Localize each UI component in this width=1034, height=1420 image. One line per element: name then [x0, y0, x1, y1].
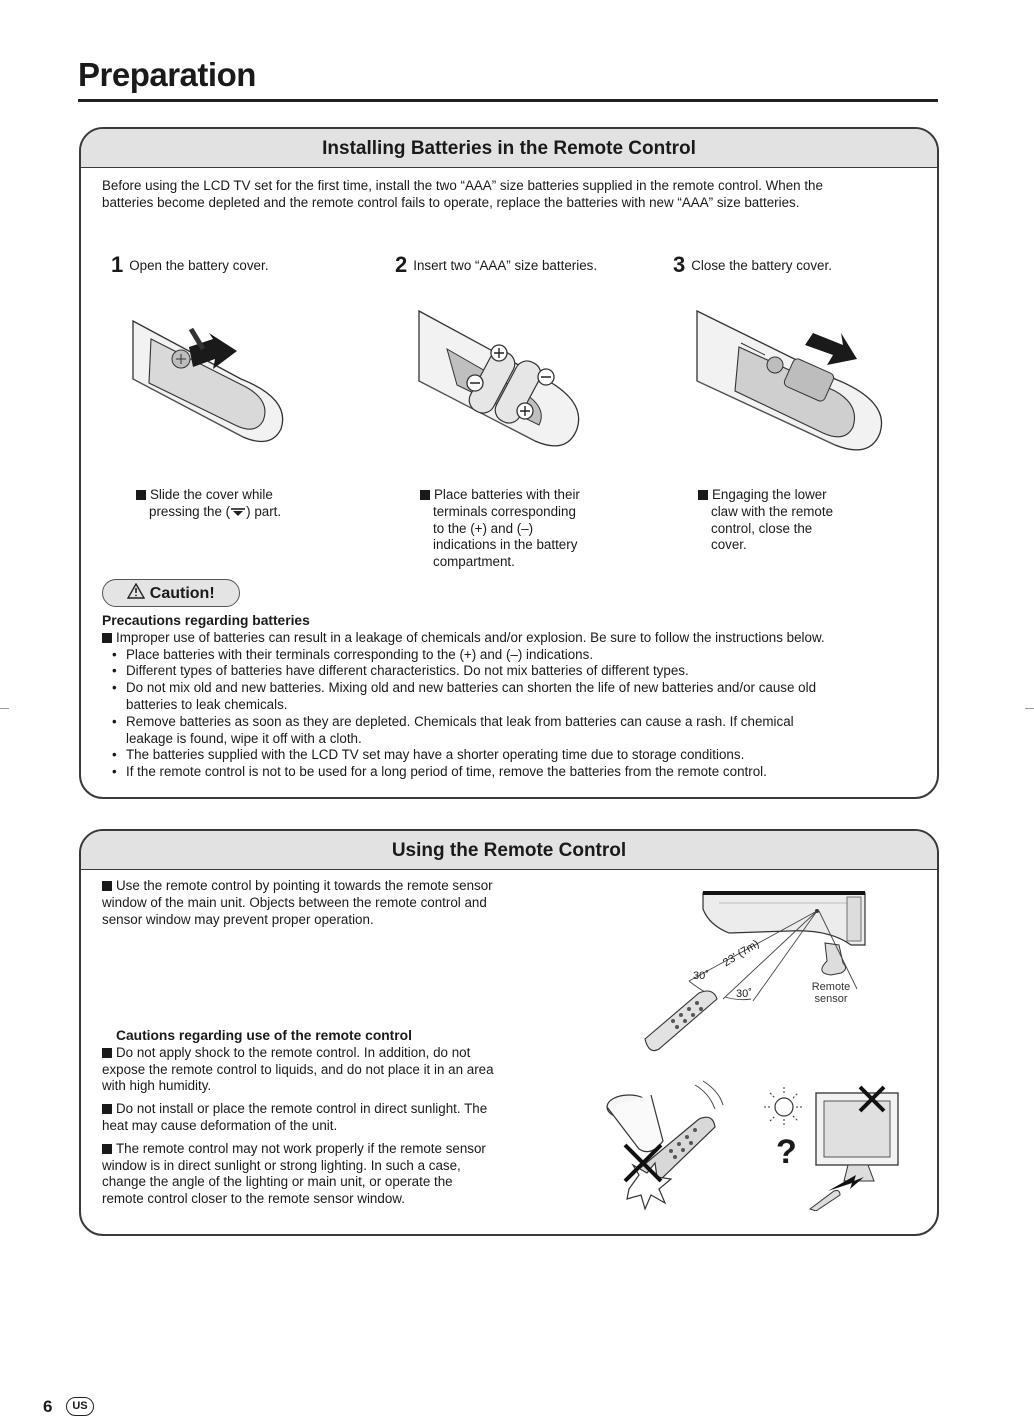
remote-cautions: [102, 1028, 586, 1208]
region-badge: US: [66, 1397, 94, 1416]
step-1-note: Slide the cover while pressing the ( ) part.: [136, 487, 336, 521]
square-bullet-icon: [102, 1048, 112, 1058]
precautions-title: Precautions regarding batteries: [102, 613, 310, 628]
step-label: Open the battery cover.: [129, 258, 269, 273]
cautions-title: Cautions regarding use of the remote control: [116, 1028, 412, 1043]
warning-triangle-icon: [127, 583, 145, 599]
crop-mark-left: [0, 708, 9, 709]
remote-section-heading: Using the Remote Control: [81, 831, 937, 870]
sensor-label: Remote sensor: [811, 981, 851, 1005]
page-number: 6: [43, 1397, 53, 1416]
cover-release-tab-icon: [230, 507, 246, 517]
square-bullet-icon: [102, 1144, 112, 1154]
square-bullet-icon: [698, 490, 708, 500]
caution-badge: Caution!: [102, 579, 240, 607]
close-cover-illustration: [695, 309, 895, 459]
crop-mark-right: [1025, 708, 1034, 709]
remote-usage: Use the remote control by pointing it towards the remote sensor window of the main unit. Objects between the remote control and sensor window may prevent proper operation.: [102, 878, 493, 927]
square-bullet-icon: [102, 881, 112, 891]
title-rule: [78, 99, 938, 102]
step-label: Close the battery cover.: [691, 258, 832, 273]
battery-section-heading: Installing Batteries in the Remote Control: [81, 129, 937, 168]
battery-section: [79, 127, 939, 799]
step-number: 3: [673, 252, 686, 277]
caution-item: Do not install or place the remote control in direct sunlight. The heat may cause deformation of the unit.: [102, 1101, 488, 1133]
step-number: 2: [395, 252, 408, 277]
step-3-note: Engaging the lower claw with the remote control, close the cover.: [698, 487, 898, 554]
angle-left-label: 30˚: [693, 970, 709, 982]
square-bullet-icon: [102, 633, 112, 643]
step-label: Insert two “AAA” size batteries.: [413, 258, 598, 273]
sun-icon: [762, 1085, 806, 1129]
remote-section: [79, 829, 939, 1236]
tv-sunlight-illustration: [808, 1081, 902, 1211]
precautions-list: [102, 647, 922, 781]
insert-batteries-illustration: [417, 309, 587, 459]
remote-sensor-diagram: [629, 889, 889, 1059]
shock-liquid-illustration: [599, 1079, 749, 1224]
step-2: [395, 252, 597, 278]
battery-intro: Before using the LCD TV set for the first time, install the two “AAA” size batteries supplied in the remote control. When the batteries become depleted and the remote control fails to operate, replace the batteries with new “AAA” size batteries.: [102, 178, 823, 210]
step-2-note: Place batteries with their terminals corresponding to the (+) and (–) indications in the battery compartment.: [420, 487, 620, 571]
square-bullet-icon: [102, 1104, 112, 1114]
list-item: • Different types of batteries have different characteristics. Do not mix batteries of different types.: [102, 663, 922, 680]
list-item: • Do not mix old and new batteries. Mixing old and new batteries can shorten the life of new batteries and/or cause old batteries to leak chemicals.: [102, 680, 922, 714]
list-item: • Remove batteries as soon as they are depleted. Chemicals that leak from batteries can cause a rash. If chemical leakage is found, wipe it off with a cloth.: [102, 714, 922, 748]
page-title: Preparation: [78, 56, 256, 93]
list-item: • The batteries supplied with the LCD TV set may have a shorter operating time due to storage conditions.: [102, 747, 922, 764]
distance-label: 23' (7m): [721, 937, 762, 970]
precautions-lead: Improper use of batteries can result in a leakage of chemicals and/or explosion. Be sure to follow the instructions below.: [102, 630, 922, 647]
caution-item: The remote control may not work properly if the remote sensor window is in direct sunlight or strong lighting. In such a case, change the angle of the lighting or main unit, or operate the remote control closer to the remote sensor window.: [102, 1140, 486, 1207]
list-item: • If the remote control is not to be used for a long period of time, remove the batteries from the remote control.: [102, 764, 922, 781]
battery-precautions: [102, 613, 922, 781]
step-number: 1: [111, 252, 124, 277]
square-bullet-icon: [136, 490, 146, 500]
square-bullet-icon: [420, 490, 430, 500]
angle-right-label: 30˚: [736, 988, 752, 1000]
open-cover-illustration: [131, 309, 291, 449]
step-3: [673, 252, 832, 278]
step-1: [111, 252, 268, 278]
list-item: • Place batteries with their terminals corresponding to the (+) and (–) indications.: [102, 647, 922, 664]
question-mark: ?: [776, 1133, 797, 1171]
caution-item: Do not apply shock to the remote control. In addition, do not expose the remote control to liquids, and do not place it in an area with high humidity.: [102, 1044, 494, 1094]
